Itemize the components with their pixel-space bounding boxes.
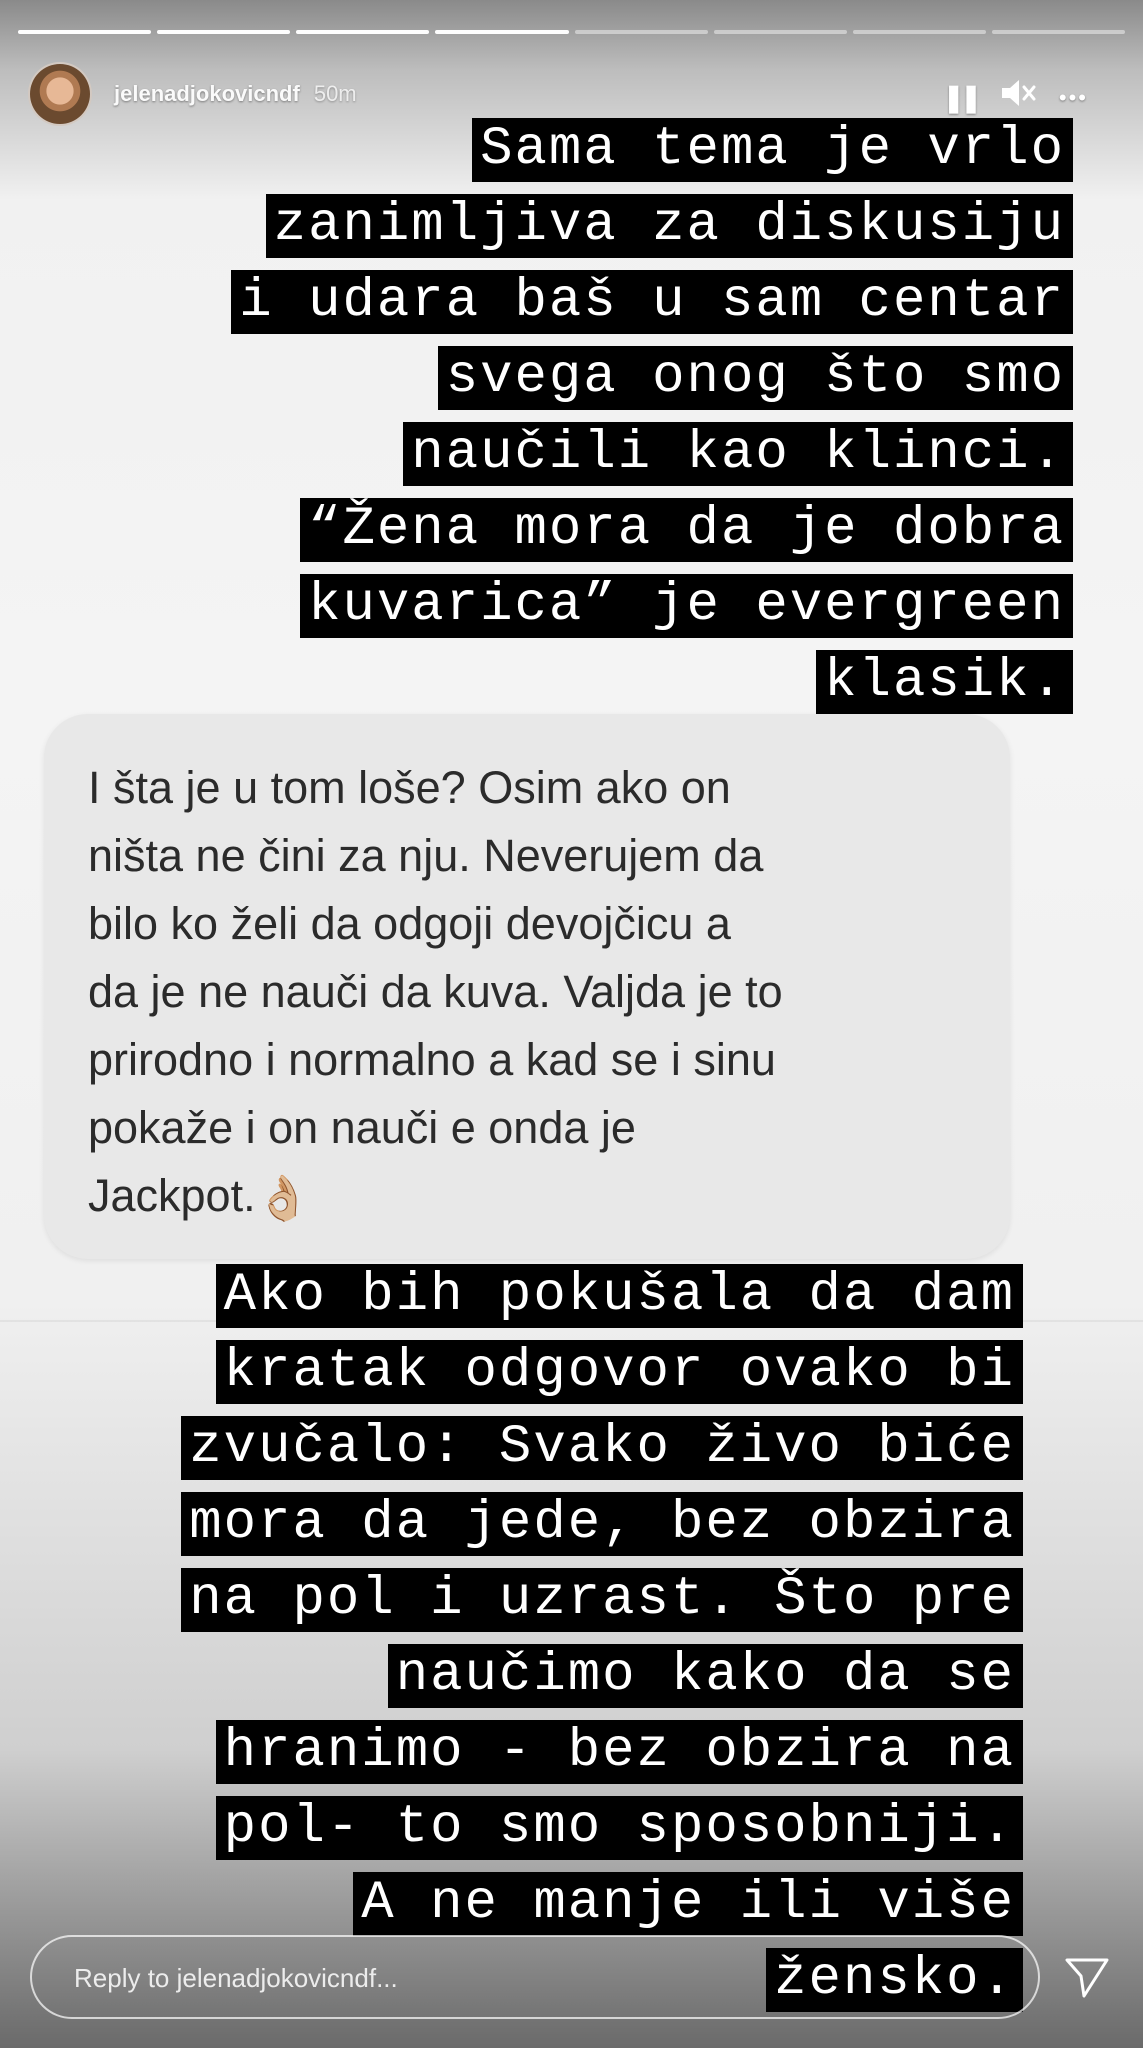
progress-segment bbox=[157, 30, 290, 34]
progress-segment bbox=[296, 30, 429, 34]
username[interactable]: jelenadjokovicndf bbox=[114, 81, 300, 106]
story-text-line: zanimljiva za diskusiju bbox=[266, 194, 1073, 258]
story-text-line: svega onog što smo bbox=[438, 346, 1073, 410]
story-text-line: A ne manje ili više bbox=[353, 1872, 1023, 1936]
dm-message-bubble bbox=[44, 714, 1010, 1259]
story-text-line: Sama tema je vrlo bbox=[472, 118, 1073, 182]
dm-last-line bbox=[88, 1162, 968, 1230]
story-text-line: klasik. bbox=[816, 650, 1073, 714]
progress-segment bbox=[18, 30, 151, 34]
progress-segment bbox=[714, 30, 847, 34]
story-controls bbox=[942, 76, 1088, 119]
post-time: 50m bbox=[313, 81, 357, 106]
story-text-line: zvučalo: Svako živo biće bbox=[181, 1416, 1023, 1480]
story-text-line: “Žena mora da je dobra bbox=[300, 498, 1073, 562]
story-text-line: pol- to smo sposobniji. bbox=[216, 1796, 1023, 1860]
dm-line: I šta je u tom loše? Osim ako on bbox=[88, 762, 731, 813]
mute-icon[interactable] bbox=[999, 76, 1037, 119]
story-text-line: hranimo - bez obzira na bbox=[216, 1720, 1023, 1784]
story-text-line: naučili kao klinci. bbox=[403, 422, 1073, 486]
reply-placeholder: Reply to jelenadjokovicndf... bbox=[74, 1963, 398, 1993]
dm-line: Jackpot. bbox=[88, 1170, 256, 1221]
avatar[interactable] bbox=[28, 62, 92, 126]
story-text-line: kuvarica” je evergreen bbox=[300, 574, 1073, 638]
progress-segment bbox=[575, 30, 708, 34]
story-progress-bar bbox=[18, 30, 1125, 34]
progress-segment bbox=[435, 30, 568, 34]
send-icon[interactable] bbox=[1062, 1952, 1112, 2002]
progress-segment bbox=[853, 30, 986, 34]
dm-line: ništa ne čini za nju. Neverujem da bbox=[88, 830, 764, 881]
dm-line: bilo ko želi da odgoji devojčicu a bbox=[88, 898, 731, 949]
story-text-line: naučimo kako da se bbox=[388, 1644, 1023, 1708]
more-icon[interactable]: ••• bbox=[1058, 84, 1088, 110]
dm-line: da je ne nauči da kuva. Valjda je to bbox=[88, 966, 783, 1017]
story-text-line: mora da jede, bez obzira bbox=[181, 1492, 1023, 1556]
reply-input[interactable] bbox=[30, 1935, 1040, 2019]
dm-line: pokaže i on nauči e onda je bbox=[88, 1102, 636, 1153]
story-text-line: Ako bih pokušala da dam bbox=[216, 1264, 1023, 1328]
story-text-line: kratak odgovor ovako bi bbox=[216, 1340, 1023, 1404]
ok-hand-emoji: 👌🏼 bbox=[255, 1174, 311, 1224]
story-text-line: i udara baš u sam centar bbox=[231, 270, 1073, 334]
story-text-line: žensko. bbox=[766, 1948, 1023, 2012]
story-text-line: na pol i uzrast. Što pre bbox=[181, 1568, 1023, 1632]
pause-icon[interactable]: ❚❚ bbox=[941, 81, 977, 113]
dm-line: prirodno i normalno a kad se i sinu bbox=[88, 1034, 776, 1085]
dm-message-text bbox=[88, 754, 968, 1230]
progress-segment bbox=[992, 30, 1125, 34]
